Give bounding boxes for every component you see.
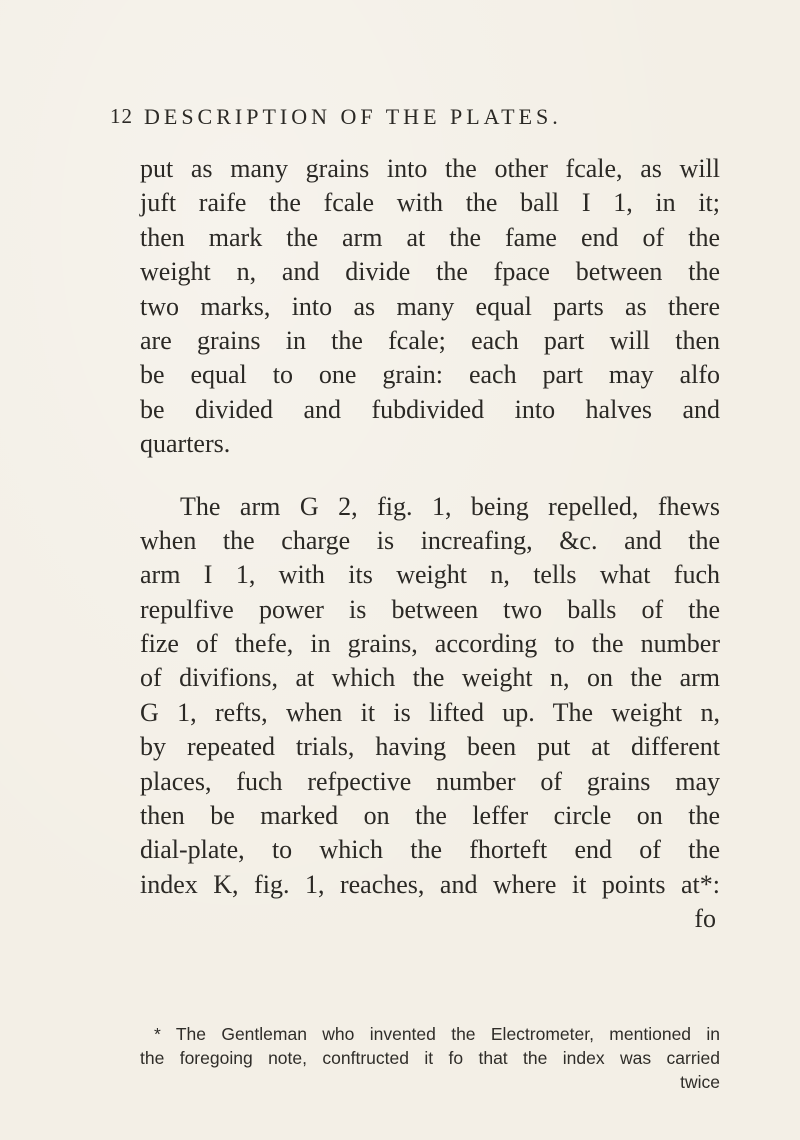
text-line: places, fuch refpective number of grains may bbox=[140, 766, 720, 796]
running-head: DESCRIPTION OF THE PLATES. bbox=[144, 104, 562, 129]
text-line: then mark the arm at the fame end of the bbox=[140, 222, 720, 252]
text-line: repulfive power is between two balls of the bbox=[140, 594, 720, 624]
main-text bbox=[140, 152, 720, 937]
text-line: when the charge is increafing, &c. and the bbox=[140, 525, 720, 555]
footnote-catchword: twice bbox=[680, 1072, 720, 1092]
text-line: fize of thefe, in grains, according to the number bbox=[140, 629, 720, 659]
footnote bbox=[140, 1022, 720, 1094]
page-header bbox=[110, 104, 710, 140]
text-line: G 1, refts, when it is lifted up. The weight n, bbox=[140, 697, 720, 727]
text-line: The arm G 2, fig. 1, being repelled, fhews bbox=[180, 491, 720, 521]
text-line: then be marked on the leffer circle on the bbox=[140, 801, 720, 831]
text-line: are grains in the fcale; each part will then bbox=[140, 325, 720, 355]
footnote-line: the foregoing note, conftructed it fo that the index was carried bbox=[140, 1048, 720, 1068]
catchword: fo bbox=[694, 904, 716, 934]
footnote-line: * The Gentleman who invented the Electrometer, mentioned in bbox=[154, 1024, 720, 1044]
text-line: by repeated trials, having been put at different bbox=[140, 732, 720, 762]
text-line: arm I 1, with its weight n, tells what fuch bbox=[140, 560, 720, 590]
text-line: index K, fig. 1, reaches, and where it points at*: bbox=[140, 869, 720, 899]
text-line: two marks, into as many equal parts as there bbox=[140, 291, 720, 321]
paragraph-1 bbox=[140, 152, 720, 462]
text-line: be equal to one grain: each part may alfo bbox=[140, 360, 720, 390]
page-number: 12 bbox=[110, 104, 133, 128]
text-line: weight n, and divide the fpace between the bbox=[140, 257, 720, 287]
text-line: juft raife the fcale with the ball I 1, in it; bbox=[140, 188, 720, 218]
paragraph-gap bbox=[140, 462, 720, 490]
paragraph-2 bbox=[140, 490, 720, 903]
text-line: be divided and fubdivided into halves and bbox=[140, 394, 720, 424]
text-line: put as many grains into the other fcale, as will bbox=[140, 154, 720, 183]
text-line: of divifions, at which the weight n, on the arm bbox=[140, 663, 720, 693]
text-line: dial-plate, to which the fhorteft end of the bbox=[140, 835, 720, 865]
text-line: quarters. bbox=[140, 429, 231, 459]
